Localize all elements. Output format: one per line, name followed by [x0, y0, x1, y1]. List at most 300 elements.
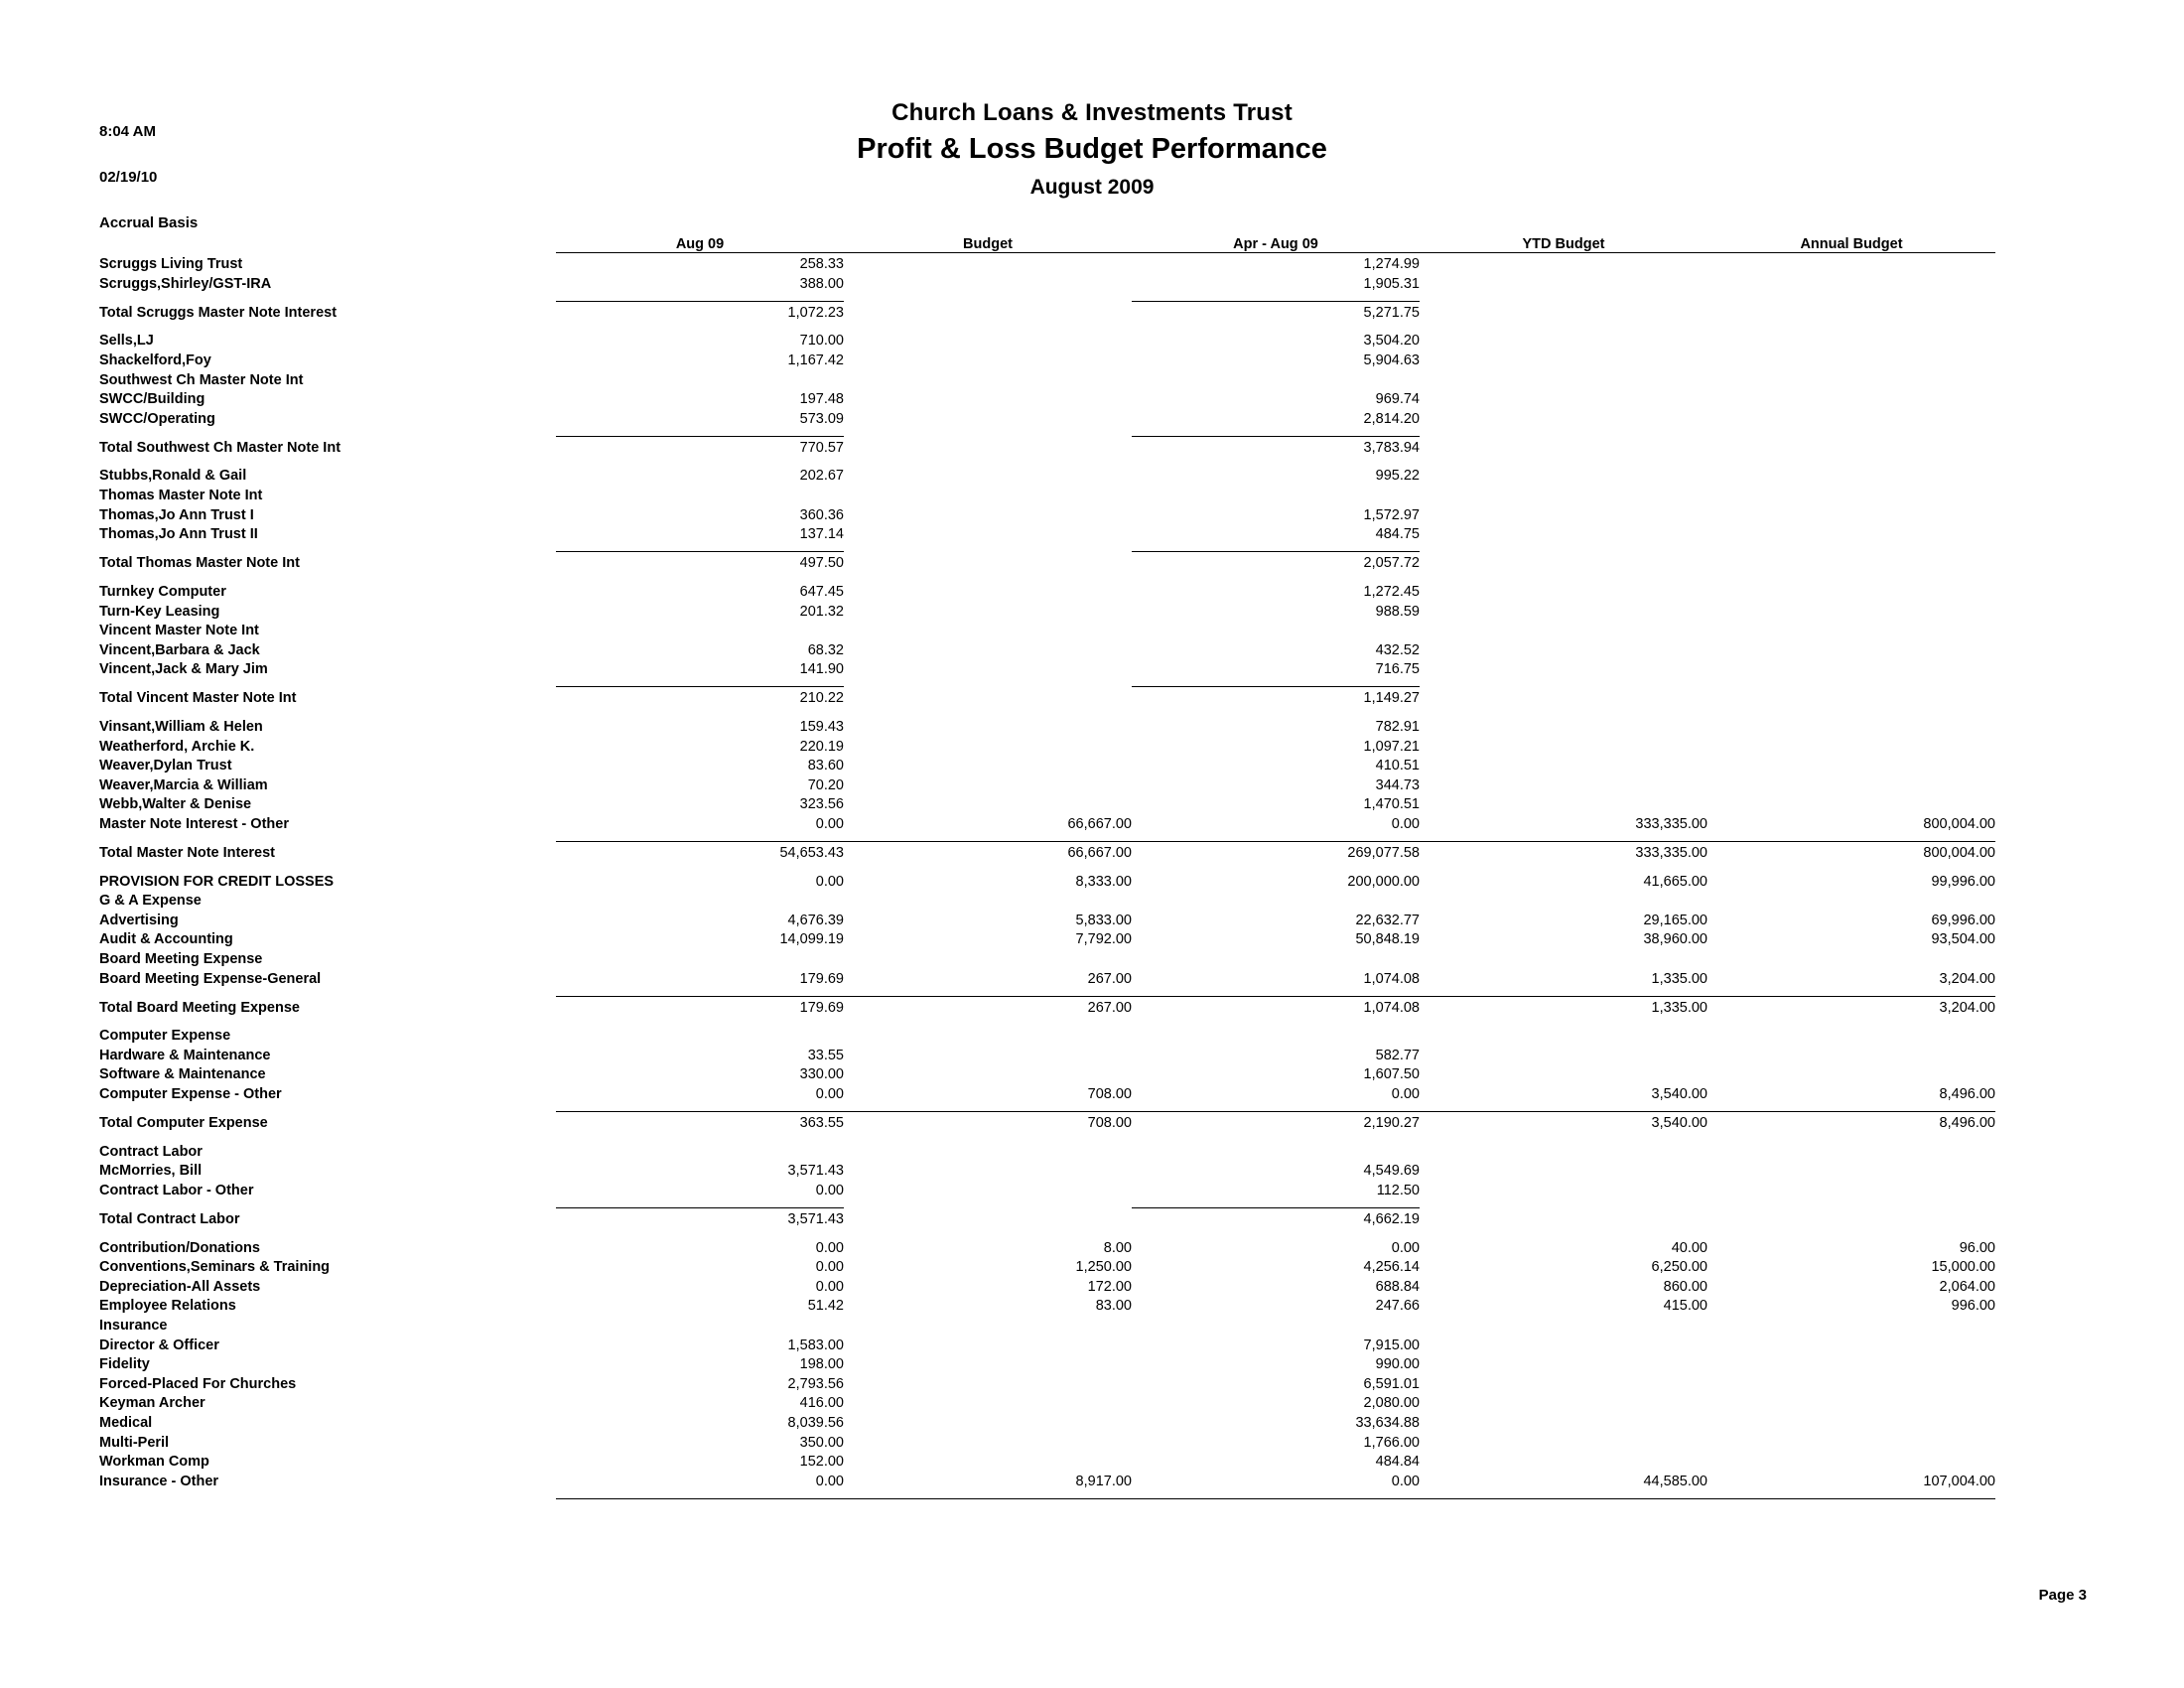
- spacer-cell: [1420, 1102, 1707, 1112]
- row-value: [1707, 1411, 1995, 1431]
- row-value: 800,004.00: [1707, 841, 1995, 861]
- spacer-cell: [1707, 321, 1995, 330]
- row-value: 141.90: [799, 661, 844, 678]
- row-value: [844, 774, 1132, 793]
- table-row-total: [99, 1207, 1995, 1227]
- row-label: Insurance: [99, 1318, 168, 1334]
- row-value: [1420, 1207, 1707, 1227]
- row-value: [556, 1140, 844, 1160]
- row-value: [556, 1314, 844, 1334]
- row-label: Master Note Interest - Other: [99, 815, 289, 832]
- row-value: 6,591.01: [1363, 1375, 1420, 1392]
- spacer-cell: [556, 427, 844, 437]
- row-value: [844, 330, 1132, 350]
- column-header-apr-aug09: Apr - Aug 09: [1132, 236, 1420, 253]
- row-value: [1132, 1140, 1420, 1160]
- table-row: [99, 658, 1995, 678]
- table-row: [99, 793, 1995, 813]
- row-value: [1707, 407, 1995, 427]
- row-value: [844, 1314, 1132, 1334]
- row-value: [1420, 349, 1707, 368]
- row-value: [1707, 349, 1995, 368]
- row-value: 1,470.51: [1363, 796, 1420, 813]
- row-value: [1420, 890, 1707, 910]
- row-label: Total Computer Expense: [99, 1115, 268, 1132]
- row-spacer: [99, 292, 1995, 302]
- row-value: [1420, 658, 1707, 678]
- row-value: 1,149.27: [1132, 687, 1420, 707]
- row-value: [1420, 1392, 1707, 1412]
- row-value: [1132, 947, 1420, 967]
- spacer-cell: [1707, 456, 1995, 465]
- row-value: 50,848.19: [1355, 931, 1420, 948]
- row-value: [1707, 1451, 1995, 1471]
- row-value: [844, 687, 1132, 707]
- row-value: 1,607.50: [1363, 1066, 1420, 1083]
- row-value: [1707, 436, 1995, 456]
- spacer-cell: [556, 861, 844, 870]
- spacer-cell: [844, 1131, 1132, 1140]
- row-value: 990.00: [1375, 1356, 1420, 1373]
- table-row: [99, 1334, 1995, 1353]
- row-label: Turn-Key Leasing: [99, 603, 220, 620]
- spacer-cell: [1420, 1489, 1707, 1499]
- table-row: [99, 503, 1995, 523]
- spacer-cell: [1420, 427, 1707, 437]
- row-value: [844, 1392, 1132, 1412]
- row-value: 4,662.19: [1132, 1207, 1420, 1227]
- table-header-row: [99, 236, 1995, 253]
- row-label: Vincent Master Note Int: [99, 623, 259, 639]
- row-value: 0.00: [815, 1239, 844, 1256]
- row-label: Weaver,Dylan Trust: [99, 758, 232, 774]
- table-row: [99, 349, 1995, 368]
- spacer-cell: [1420, 321, 1707, 330]
- report-period: August 2009: [1029, 176, 1155, 199]
- row-label: SWCC/Operating: [99, 410, 215, 427]
- row-value: [844, 1063, 1132, 1083]
- row-value: [844, 1160, 1132, 1180]
- row-value: [1420, 436, 1707, 456]
- table-row: [99, 580, 1995, 600]
- row-label: Computer Expense - Other: [99, 1086, 282, 1103]
- row-value: 3,540.00: [1651, 1086, 1707, 1103]
- row-value: 44,585.00: [1643, 1473, 1707, 1489]
- spacer-cell: [844, 1016, 1132, 1025]
- row-value: 573.09: [799, 410, 844, 427]
- row-label: Vincent,Barbara & Jack: [99, 641, 260, 658]
- row-value: [844, 407, 1132, 427]
- row-value: 4,676.39: [787, 912, 844, 928]
- row-value: 1,250.00: [1075, 1259, 1132, 1276]
- row-value: 710.00: [799, 333, 844, 350]
- row-label: Depreciation-All Assets: [99, 1278, 261, 1295]
- row-label: Advertising: [99, 912, 179, 928]
- row-value: 51.42: [807, 1298, 844, 1315]
- row-value: [1420, 1044, 1707, 1063]
- row-value: [1707, 368, 1995, 388]
- row-value: 363.55: [556, 1112, 844, 1132]
- row-value: 0.00: [815, 815, 844, 832]
- row-value: 3,571.43: [787, 1163, 844, 1180]
- spacer-cell: [1707, 1131, 1995, 1140]
- spacer-cell: [1707, 571, 1995, 580]
- row-value: 3,540.00: [1420, 1112, 1707, 1132]
- spacer-cell: [844, 321, 1132, 330]
- row-label: Weaver,Marcia & William: [99, 776, 268, 793]
- row-value: [844, 1353, 1132, 1373]
- row-label: Total Scruggs Master Note Interest: [99, 304, 338, 321]
- spacer-cell: [1132, 456, 1420, 465]
- row-spacer: [99, 706, 1995, 715]
- spacer-cell: [844, 1227, 1132, 1236]
- spacer-cell: [1707, 1016, 1995, 1025]
- spacer-cell: [1132, 861, 1420, 870]
- row-value: [1132, 890, 1420, 910]
- row-value: 0.00: [815, 873, 844, 890]
- spacer-cell: [844, 706, 1132, 715]
- row-value: [1707, 774, 1995, 793]
- row-value: [844, 1431, 1132, 1451]
- row-value: [1420, 1498, 1707, 1518]
- spacer-cell: [1707, 706, 1995, 715]
- row-value: 7,915.00: [1363, 1336, 1420, 1353]
- row-value: 220.19: [799, 738, 844, 755]
- row-value: [844, 638, 1132, 658]
- row-value: 269,077.58: [1132, 841, 1420, 861]
- table-row: [99, 967, 1995, 987]
- row-value: [1420, 1372, 1707, 1392]
- row-spacer: [99, 677, 1995, 687]
- spacer-cell: [844, 832, 1132, 842]
- row-value: 360.36: [799, 506, 844, 523]
- row-value: [1707, 1372, 1995, 1392]
- table-row-total: [99, 301, 1995, 321]
- spacer-cell: [556, 832, 844, 842]
- row-value: [1707, 388, 1995, 408]
- row-value: 330.00: [799, 1066, 844, 1083]
- table-row: [99, 909, 1995, 928]
- row-value: 333,335.00: [1420, 841, 1707, 861]
- row-value: 66,667.00: [1067, 815, 1132, 832]
- spacer-cell: [844, 292, 1132, 302]
- row-value: [844, 1207, 1132, 1227]
- row-value: 93,504.00: [1931, 931, 1995, 948]
- spacer-cell: [844, 1198, 1132, 1208]
- table-row: [99, 755, 1995, 774]
- row-value: 497.50: [556, 552, 844, 572]
- spacer-cell: [1132, 677, 1420, 687]
- row-value: [1132, 1498, 1420, 1518]
- row-value: 1,583.00: [787, 1336, 844, 1353]
- row-value: 410.51: [1375, 758, 1420, 774]
- spacer-cell: [99, 987, 556, 997]
- spacer-cell: [1707, 1489, 1995, 1499]
- row-value: [1707, 1498, 1995, 1518]
- table-row: [99, 330, 1995, 350]
- row-value: 179.69: [556, 996, 844, 1016]
- row-value: 716.75: [1375, 661, 1420, 678]
- row-spacer: [99, 456, 1995, 465]
- row-label: Conventions,Seminars & Training: [99, 1259, 331, 1276]
- spacer-cell: [99, 832, 556, 842]
- row-value: 202.67: [799, 468, 844, 485]
- row-label: Forced-Placed For Churches: [99, 1375, 297, 1392]
- table-row: [99, 715, 1995, 735]
- row-label: Vincent,Jack & Mary Jim: [99, 661, 268, 678]
- spacer-cell: [1707, 542, 1995, 552]
- row-value: [1420, 465, 1707, 485]
- row-value: [1707, 890, 1995, 910]
- spacer-cell: [99, 1102, 556, 1112]
- row-spacer: [99, 321, 1995, 330]
- spacer-cell: [1132, 571, 1420, 580]
- row-label: Sells,LJ: [99, 333, 154, 350]
- row-value: [556, 947, 844, 967]
- row-value: 267.00: [1087, 970, 1132, 987]
- row-label: Hardware & Maintenance: [99, 1047, 271, 1063]
- spacer-cell: [99, 1131, 556, 1140]
- row-value: 1,074.08: [1363, 970, 1420, 987]
- row-value: 1,335.00: [1651, 970, 1707, 987]
- row-value: 2,793.56: [787, 1375, 844, 1392]
- spacer-cell: [99, 427, 556, 437]
- row-value: 0.00: [815, 1259, 844, 1276]
- table-row: [99, 1275, 1995, 1295]
- row-value: [1420, 947, 1707, 967]
- row-value: 15,000.00: [1931, 1259, 1995, 1276]
- row-value: [844, 1179, 1132, 1198]
- spacer-cell: [1420, 542, 1707, 552]
- row-label: Software & Maintenance: [99, 1066, 266, 1083]
- spacer-cell: [556, 1198, 844, 1208]
- table-row: [99, 1372, 1995, 1392]
- table-row-total: [99, 687, 1995, 707]
- spacer-cell: [1132, 1131, 1420, 1140]
- spacer-cell: [1132, 1102, 1420, 1112]
- spacer-cell: [844, 987, 1132, 997]
- row-value: [1420, 1063, 1707, 1083]
- row-label: SWCC/Building: [99, 391, 205, 408]
- table-row: [99, 272, 1995, 292]
- row-label: Contract Labor: [99, 1143, 203, 1160]
- row-spacer: [99, 861, 1995, 870]
- page-number: Page 3: [2038, 1587, 2087, 1604]
- spacer-cell: [1132, 1227, 1420, 1236]
- spacer-cell: [1707, 832, 1995, 842]
- company-name: Church Loans & Investments Trust: [891, 99, 1293, 126]
- row-value: 5,833.00: [1075, 912, 1132, 928]
- row-value: [1707, 330, 1995, 350]
- row-value: [844, 301, 1132, 321]
- column-header-aug09: Aug 09: [556, 236, 844, 253]
- row-value: [1707, 503, 1995, 523]
- row-value: [1420, 1314, 1707, 1334]
- row-value: 770.57: [556, 436, 844, 456]
- row-value: 0.00: [815, 1278, 844, 1295]
- row-spacer: [99, 571, 1995, 580]
- spacer-cell: [99, 321, 556, 330]
- row-value: 14,099.19: [779, 931, 844, 948]
- row-value: 198.00: [799, 1356, 844, 1373]
- row-value: [1132, 620, 1420, 639]
- spacer-cell: [1132, 292, 1420, 302]
- row-value: [1707, 947, 1995, 967]
- row-value: 996.00: [1951, 1298, 1995, 1315]
- row-value: [1420, 552, 1707, 572]
- spacer-cell: [99, 1227, 556, 1236]
- row-label: Thomas Master Note Int: [99, 488, 263, 504]
- row-value: 172.00: [1087, 1278, 1132, 1295]
- spacer-cell: [1420, 571, 1707, 580]
- row-value: 1,097.21: [1363, 738, 1420, 755]
- row-label: G & A Expense: [99, 893, 202, 910]
- row-value: 0.00: [1391, 1473, 1420, 1489]
- row-value: 8,333.00: [1075, 873, 1132, 890]
- row-value: [1420, 1160, 1707, 1180]
- table-row: [99, 735, 1995, 755]
- spacer-cell: [1707, 987, 1995, 997]
- row-value: [1420, 687, 1707, 707]
- row-label: McMorries, Bill: [99, 1163, 203, 1180]
- spacer-cell: [844, 677, 1132, 687]
- spacer-cell: [844, 861, 1132, 870]
- row-value: 83.00: [1095, 1298, 1132, 1315]
- row-label: PROVISION FOR CREDIT LOSSES: [99, 873, 335, 890]
- row-label: Webb,Walter & Denise: [99, 796, 252, 813]
- spacer-cell: [1420, 456, 1707, 465]
- row-label: Total Thomas Master Note Int: [99, 555, 300, 572]
- table-row: [99, 1451, 1995, 1471]
- row-value: 2,814.20: [1363, 410, 1420, 427]
- row-value: 8,496.00: [1939, 1086, 1995, 1103]
- row-value: 137.14: [799, 526, 844, 543]
- row-value: [1707, 1314, 1995, 1334]
- row-label: Shackelford,Foy: [99, 352, 211, 368]
- row-value: 2,190.27: [1132, 1112, 1420, 1132]
- row-value: 995.22: [1375, 468, 1420, 485]
- row-value: [1707, 620, 1995, 639]
- row-value: [1420, 253, 1707, 273]
- spacer-cell: [556, 1016, 844, 1025]
- row-value: 8.00: [1103, 1239, 1132, 1256]
- row-value: [1420, 1411, 1707, 1431]
- row-value: [1707, 1140, 1995, 1160]
- row-value: 1,074.08: [1132, 996, 1420, 1016]
- spacer-cell: [99, 571, 556, 580]
- row-value: [556, 1025, 844, 1045]
- row-label: Stubbs,Ronald & Gail: [99, 468, 247, 485]
- spacer-cell: [1420, 987, 1707, 997]
- spacer-cell: [99, 1016, 556, 1025]
- table-row-total: [99, 436, 1995, 456]
- row-value: 66,667.00: [844, 841, 1132, 861]
- row-value: 258.33: [799, 256, 844, 273]
- row-value: [1420, 1353, 1707, 1373]
- row-value: 33,634.88: [1355, 1414, 1420, 1431]
- row-value: [1420, 1334, 1707, 1353]
- row-value: 6,250.00: [1651, 1259, 1707, 1276]
- table-row: [99, 1353, 1995, 1373]
- row-value: 432.52: [1375, 641, 1420, 658]
- spacer-cell: [1707, 1198, 1995, 1208]
- row-value: [556, 1498, 844, 1518]
- row-value: 688.84: [1375, 1278, 1420, 1295]
- row-value: [844, 735, 1132, 755]
- row-value: [1707, 272, 1995, 292]
- spacer-cell: [1420, 1016, 1707, 1025]
- row-value: 323.56: [799, 796, 844, 813]
- row-spacer: [99, 1227, 1995, 1236]
- spacer-cell: [1420, 677, 1707, 687]
- column-header-ytd-budget: YTD Budget: [1420, 236, 1707, 253]
- table-row: [99, 253, 1995, 273]
- row-value: [844, 1451, 1132, 1471]
- row-value: [844, 1498, 1132, 1518]
- table-row: [99, 1256, 1995, 1276]
- spacer-cell: [1707, 292, 1995, 302]
- row-label: Director & Officer: [99, 1336, 219, 1353]
- row-spacer: [99, 1489, 1995, 1499]
- row-spacer: [99, 1016, 1995, 1025]
- row-value: [1132, 1025, 1420, 1045]
- row-value: [844, 1411, 1132, 1431]
- row-value: [1132, 1314, 1420, 1334]
- row-value: [1707, 1207, 1995, 1227]
- row-value: [844, 890, 1132, 910]
- row-value: 1,766.00: [1363, 1434, 1420, 1451]
- row-value: [556, 368, 844, 388]
- row-value: 8,039.56: [787, 1414, 844, 1431]
- row-value: 388.00: [799, 275, 844, 292]
- spacer-cell: [844, 1489, 1132, 1499]
- spacer-cell: [1132, 542, 1420, 552]
- row-value: 33.55: [807, 1047, 844, 1063]
- row-value: 200,000.00: [1347, 873, 1420, 890]
- row-label: Workman Comp: [99, 1454, 209, 1471]
- row-value: [844, 620, 1132, 639]
- spacer-cell: [1707, 861, 1995, 870]
- spacer-cell: [99, 677, 556, 687]
- row-value: 201.32: [799, 603, 844, 620]
- row-value: 1,272.45: [1363, 583, 1420, 600]
- spacer-cell: [556, 456, 844, 465]
- spacer-cell: [844, 456, 1132, 465]
- row-label: Turnkey Computer: [99, 583, 226, 600]
- spacer-cell: [99, 542, 556, 552]
- spacer-cell: [556, 571, 844, 580]
- row-value: 38,960.00: [1643, 931, 1707, 948]
- spacer-cell: [556, 321, 844, 330]
- row-value: 8,496.00: [1707, 1112, 1995, 1132]
- report-title: Profit & Loss Budget Performance: [857, 133, 1327, 165]
- column-header-annual-budget: Annual Budget: [1707, 236, 1995, 253]
- row-value: [1707, 658, 1995, 678]
- row-value: 988.59: [1375, 603, 1420, 620]
- table-row: [99, 928, 1995, 948]
- row-value: 0.00: [1391, 1239, 1420, 1256]
- spacer-cell: [1707, 1227, 1995, 1236]
- row-spacer: [99, 542, 1995, 552]
- row-value: [844, 580, 1132, 600]
- row-value: [1707, 1063, 1995, 1083]
- table-row: [99, 1025, 1995, 1045]
- row-value: [844, 552, 1132, 572]
- row-spacer: [99, 1102, 1995, 1112]
- table-row: [99, 1470, 1995, 1489]
- row-value: [1707, 755, 1995, 774]
- row-value: [1420, 523, 1707, 543]
